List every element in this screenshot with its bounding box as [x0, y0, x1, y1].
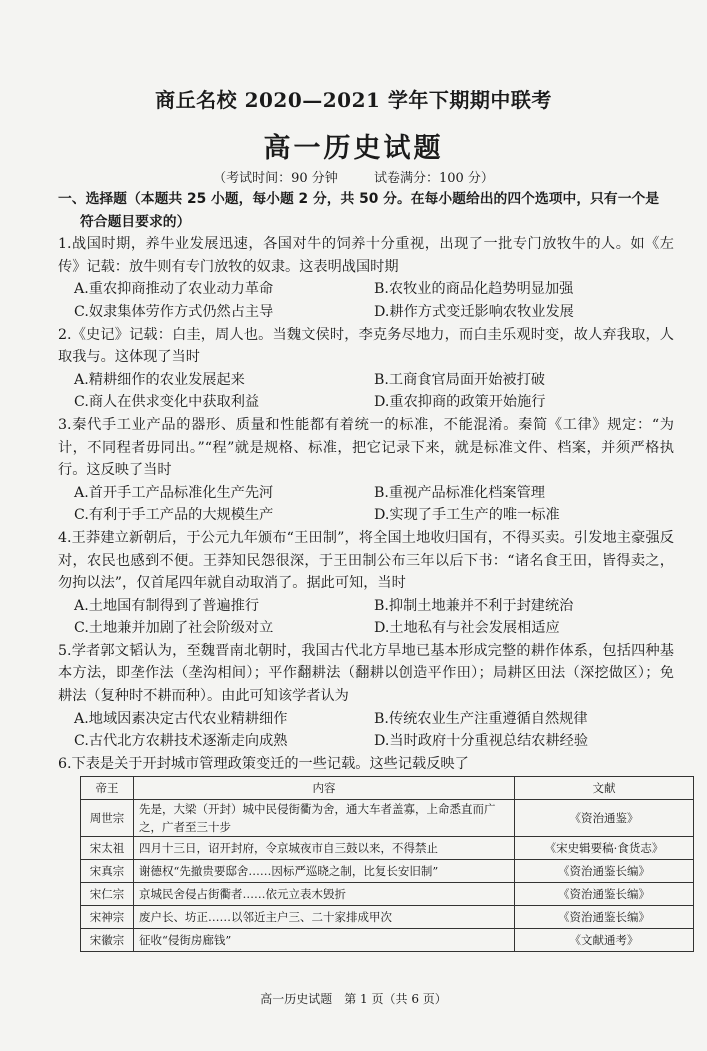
option-c: C.奴隶集体劳作方式仍然占主导 [74, 303, 274, 320]
table-row [81, 906, 694, 929]
table-cell: 周世宗 [81, 800, 134, 837]
option-c: C.商人在供求变化中获取利益 [74, 394, 260, 411]
option-d: D.耕作方式变迁影响农牧业发展 [374, 303, 574, 320]
page-footer: 高一历史试题 第 1 页（共 6 页） [260, 992, 447, 1006]
question-1 [58, 233, 674, 323]
table-row [81, 929, 694, 952]
option-c: C.土地兼并加剧了社会阶级对立 [74, 620, 274, 637]
option-a: A.重农抑商推动了农业动力革命 [74, 281, 274, 298]
question-stem: 2.《史记》记载：白圭，周人也。当魏文侯时，李克务尽地力，而白圭乐观时变，故人弃我取，人取我与。这体现了当时 [58, 326, 674, 366]
question-stem: 4.王莽建立新朝后，于公元九年颁布“王田制”，将全国土地收归国有，不得买卖。引发地主豪强反对，农民也感到不便。王莽知民怨很深，于王田制公布三年以后下书：“诸名食王田，皆得卖之，勿拘以法”，仅首尾四年就自动取消了。据此可知，当时 [58, 529, 674, 592]
table-row [81, 860, 694, 883]
table-row [81, 883, 694, 906]
table-cell: 征收“侵街房廊钱” [134, 929, 515, 952]
option-c: C.有利于手工产品的大规模生产 [74, 507, 274, 524]
table-cell: 《资治通鉴》 [515, 800, 694, 837]
question-5 [58, 640, 674, 753]
option-a: A.首开手工产品标准化生产先河 [74, 484, 274, 501]
table-row [81, 837, 694, 860]
table-row [81, 800, 694, 837]
table-cell: 四月十三日，诏开封府，令京城夜市自三鼓以来，不得禁止 [134, 837, 515, 860]
option-b: B.抑制土地兼并不利于封建统治 [374, 597, 574, 614]
section-line-1: 一、选择题（本题共 25 小题，每小题 2 分，共 50 分。在每小题给出的四个选项中，只有一个是 [58, 191, 660, 207]
option-b: B.重视产品标准化档案管理 [374, 484, 545, 501]
table-cell: 宋仁宗 [81, 883, 134, 906]
option-a: A.精耕细作的农业发展起来 [74, 371, 245, 388]
exam-score: 试卷满分：100 分） [373, 171, 494, 186]
section-heading [58, 188, 674, 233]
question-stem: 5.学者郭文韬认为，至魏晋南北朝时，我国古代北方旱地已基本形成完整的耕作体系，包括四种基本方法，即垄作法（垄沟相间）；平作翻耕法（翻耕以创造平作田）；局耕区田法（深挖做区）；免耕法（复种时不耕而种）。由此可知该学者认为 [58, 642, 674, 705]
table-cell: 废户长、坊正……以邻近主户三、二十家排成甲次 [134, 906, 515, 929]
section-line-2: 符合题目要求的） [80, 213, 191, 230]
question-4 [58, 527, 674, 640]
table-cell: 《资治通鉴长编》 [515, 883, 694, 906]
options [58, 369, 674, 414]
exam-info [0, 167, 707, 186]
table-cell: 《文献通考》 [515, 929, 694, 952]
table-cell: 《资治通鉴长编》 [515, 860, 694, 883]
exam-title: 高一历史试题 [263, 133, 444, 164]
question-6 [58, 753, 674, 776]
table-cell: 《宋史辑要稿·食货志》 [515, 837, 694, 860]
option-b: B.农牧业的商品化趋势明显加强 [374, 281, 574, 298]
option-b: B.传统农业生产注重遵循自然规律 [374, 710, 588, 727]
table-cell: 先是，大梁（开封）城中民侵街衢为舍，通大车者盖寡，上命悉直而广之，广者至三十步 [134, 800, 515, 837]
school-header: 商丘名校 2020—2021 学年下期期中联考 [155, 88, 552, 112]
table-cell: 京城民舍侵占街衢者……依元立表木毁折 [134, 883, 515, 906]
table-header: 文献 [515, 777, 694, 800]
options [58, 595, 674, 640]
option-a: A.土地国有制得到了普遍推行 [74, 597, 260, 614]
question-stem: 3.秦代手工业产品的器形、质量和性能都有着统一的标准，不能混淆。秦简《工律》规定：“为计，不同程者毋同出。”“程”就是规格、标准，把它记录下来，就是标准文件、档案，并须严格执行。这反映了当时 [58, 416, 674, 479]
table-cell: 宋神宗 [81, 906, 134, 929]
exam-time: （考试时间：90 分钟 [213, 171, 338, 186]
question-stem: 6.下表是关于开封城市管理政策变迁的一些记载。这些记载反映了 [58, 755, 469, 772]
option-d: D.实现了手工生产的唯一标准 [374, 507, 560, 524]
table-header-row [81, 777, 694, 800]
table-cell: 《资治通鉴长编》 [515, 906, 694, 929]
policy-table [80, 776, 694, 952]
option-c: C.古代北方农耕技术逐渐走向成熟 [74, 733, 288, 750]
table-cell: 宋真宗 [81, 860, 134, 883]
option-d: D.土地私有与社会发展相适应 [374, 620, 560, 637]
option-d: D.重农抑商的政策开始施行 [374, 394, 546, 411]
table-cell: 谢德权“先撤贵要邸舍……因标严巡晓之制，比复长安旧制” [134, 860, 515, 883]
table-cell: 宋徽宗 [81, 929, 134, 952]
option-b: B.工商食官局面开始被打破 [374, 371, 545, 388]
option-a: A.地域因素决定古代农业精耕细作 [74, 710, 288, 727]
options [58, 708, 674, 753]
question-2 [58, 324, 674, 414]
table-header: 帝王 [81, 777, 134, 800]
question-stem: 1.战国时期，养牛业发展迅速，各国对牛的饲养十分重视，出现了一批专门放牧牛的人。如《左传》记载：放牛则有专门放牧的奴隶。这表明战国时期 [58, 236, 674, 275]
options [58, 482, 674, 527]
question-3 [58, 414, 674, 527]
question-area [58, 188, 674, 775]
options [58, 278, 674, 323]
table-cell: 宋太祖 [81, 837, 134, 860]
option-d: D.当时政府十分重视总结农耕经验 [374, 733, 589, 750]
table-header: 内容 [134, 777, 515, 800]
